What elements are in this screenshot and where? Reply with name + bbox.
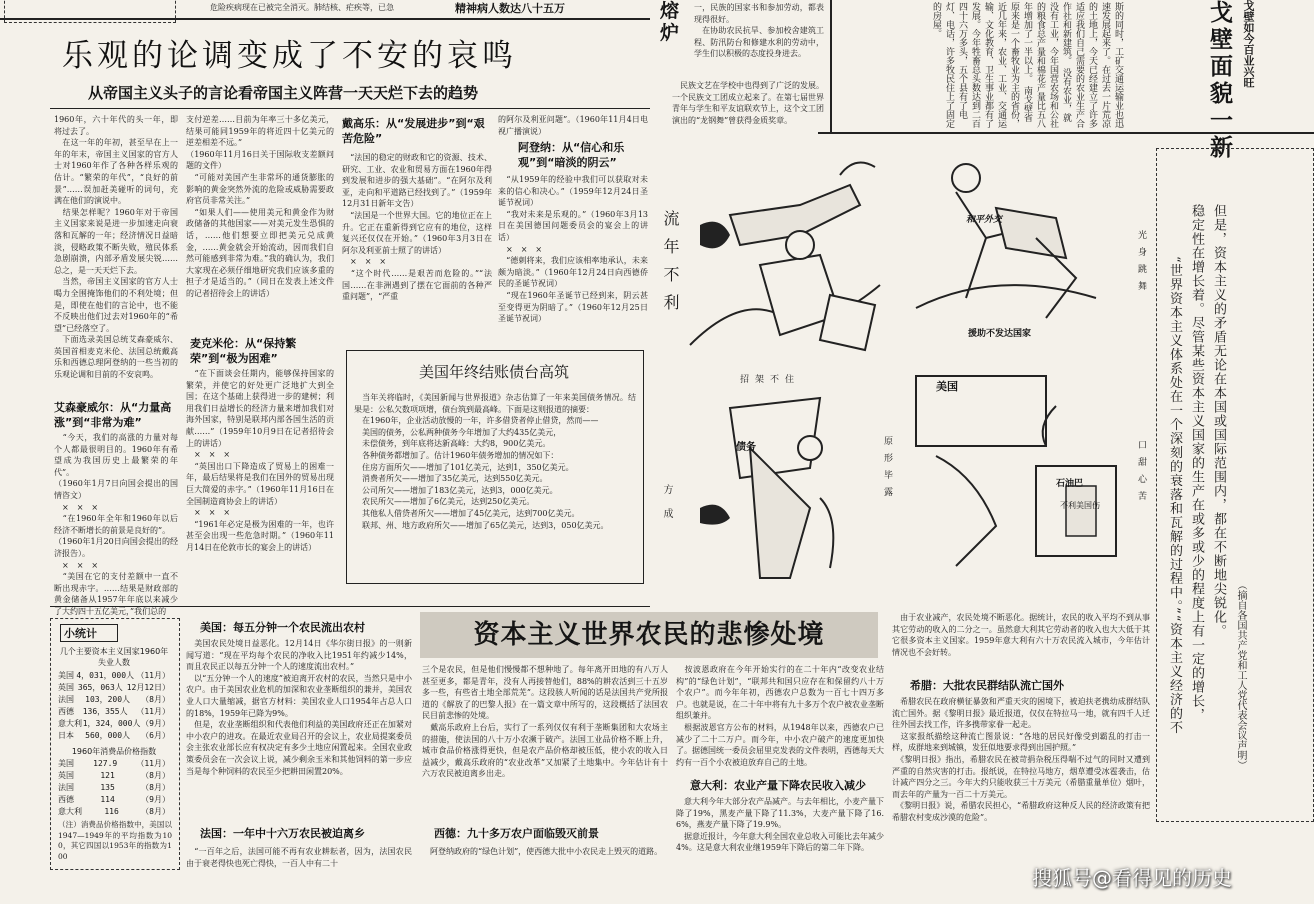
stats-unemployment-row [58,682,170,694]
us-debt-box-title: 美国年终结账债台高筑 [418,363,569,381]
stats-unemployment-table [58,670,170,742]
row-value: 1，324，000人 [82,719,141,728]
row-country: 西德 [58,707,74,716]
furnace-label: 熔炉 [660,0,680,44]
stats-price-row [58,794,170,806]
mongolia-title: 戈壁面貌一新 [1210,0,1233,161]
column-a-eisenhower-quotes: “今天，我们的高涨的力量对每个人都最很明目的。1960年有希望成为我国历史上最繁荣的年代”。 （1960年1月7日向国会提出的国情咨文） × × × “在1960年全年和1960年以后经济不断增长的前景是良好的”。 （1960年1月20日向国会提出的经济报告）。 × × × “美国在它的支付差额中一直不断出现赤字。……结果是财政部的黄金储备从1957年年底以来减少了大约四十五亿美元，”我们总的 [54,433,178,616]
row-country: 美国 [58,671,74,680]
row-month: （8月） [141,807,170,816]
column-c-degaulle-quotes: “法国的稳定的财政和它的资源、技术、研究、工业、农业和贸易方面在1960年得到发展和进步的强大基础”。“在阿尔及利亚，走向和平道路已经找到了。”（1959年12月31日新年文告） “法国是一个世界大国。它的地位正在上升。它正在重新得到它应有的地位，这样复兴还仅仅在开始。”（1960年3月3日在阿尔及利亚前士照了的讲话） × × × “这个时代……是艰苦而危险的。”“法国……在非洲遇到了摆在它面前的各种严重问题”，“严重 [342,153,492,302]
cartoon-sign-aid: 援助不发达国家 [968,329,1032,339]
column-b-heading-macmillan: 麦克米伦：从“保持繁荣”到“极为困难” [190,337,297,365]
row-month: （8月） [141,783,170,792]
row-country: 英国 [58,683,74,692]
furnace-text-2: 民族文艺在学校中也得到了广泛的发展。一个民族文工团成立起来了。在第七届世界青年与学生和平友谊联欢节上，这个文工团演出的“龙钢舞”曾获得金质奖章。 [672,81,824,125]
stats-unemployment-row [58,670,170,682]
farmer-italy-text: 意大利今年大部分农产品减产。与去年相比，小麦产量下降了19%，黑麦产量下降了11.3%，大麦产量下降了16.6%，燕麦产量下降了19.9%。 据意近报计，今年意大利全国农业总收入可能比去年减少4%。这是意大利农业继1959年下降后的第二年下降。 [676,797,884,853]
column-c-heading-degaulle: 戴高乐：从“发展进步”到“艰苦危险” [342,117,485,145]
row-value: 4，031，000人 [76,671,135,680]
page-subtitle: 从帝国主义头子的言论看帝国主义阵营一天天烂下去的趋势 [88,84,479,102]
cartoon-caption-cannot-hold: 招架不住 [740,375,801,385]
cartoon-caption-exposed: 原形毕露 [882,436,892,504]
stats-note: （注）消费品价格指数中，美国以1947—1949年的平均指数为100，其它四国以1953年的指数为100 [58,820,172,861]
stats-unemployment-row [58,718,170,730]
farmer-france-text: “一百年之后，法国可能不再有农业耕耘者，因为，法国农民由于衰老得快也死亡得快，一百人中有二十 [186,847,412,868]
lower-divider-left [50,606,650,607]
stats-unemployment-row [58,706,170,718]
stats-box-title: 小统计 [60,624,118,642]
row-country: 日本 [58,731,74,740]
mongolia-box-left-rule [830,0,832,134]
column-a-heading-eisenhower: 艾森豪威尔：从“力量高涨”到“非常为难” [54,401,172,429]
row-value: 365，063人 [77,683,123,692]
row-month: 12月12日） [126,683,170,692]
headline-divider [50,108,650,109]
watermark-text: 搜狐号@看得见的历史 [1032,866,1232,890]
top-strip-right-text: 精神病人数达八十五万 [455,2,565,15]
us-debt-box-text: 当年关将临时，《美国新闻与世界报道》杂志估算了一年来美国债务情况。结果是：公私欠数项项增，债台筑到最高峰。下面是这则报道的摘要： 在1960年，企业活动放慢的一年，许多借贷者停止借贷，然而—— 美国的债务，公私两种债务今年增加了大约435亿美元， 未偿债务，到年底将达新高峰：大约8，900亿美元。 各种债务都增加了。估计1960年债务增加的情况如下： 住房方面所欠——增加了101亿美元，达到1，350亿美元。 消费者所欠——增加了35亿美元，达到550亿美元。 公司所欠——增加了183亿美元，达到3，000亿美元。 农民所欠——增加了6亿美元，达到250亿美元。 其他私人借贷者所欠——增加了45亿美元，达到700亿美元。 联邦、州、地方政府所欠——增加了65亿美元，达到3，050亿美元。 [354,393,636,530]
column-d-adenauer-quotes: “从1959年的经验中我们可以获取对未来的信心和决心。”（1959年12月24日圣诞节祝词） “我对未来是乐观的。”（1960年3月13日在美国德国问题委员会的宴会上的讲话） × × × “德刺将来，我们应该相率地承认，未来颇为暗淡。”（1960年12月24日向西德侨民的圣诞节祝词） “现在1960年圣诞节已经到来，阴云甚至变得更为阴暗了。”（1960年12月25日圣诞节祝词） [498,175,648,324]
row-country: 法国 [58,783,74,792]
column-d-heading-adenauer: 阿登纳：从“信心和乐观”到“暗淡的阴云” [518,141,625,169]
row-value: 103，200人 [85,695,131,704]
farmer-greece-text: 希腊农民在政府横征暴敛和严重天灾的困境下，被迫扶老携幼成群结队流亡国外。据《黎明日报》最近报道，仅仅在特拉马一地，就有四千人迁往外国去找工作，许多携带家眷一起走。 这家报纸描绘这种流亡图景说：“各地的居民好像受到霸乱的打击一样，成群地来到城镇，发狂似地要求得到出国护照。” 《黎明日报》指出，希腊农民在被苛捐杂税压得喘不过气的同时又遭到严重的自然灾害的打击。报纸说，在特拉马地方，烟草遭受冰雹袭击，估计减产四分之三。今年大约只能收获三十万美元（希腊重量单位）烟叶，而去年的产量为一百二十万美元。 《黎明日报》说，希腊农民担心，“希腊政府这种反人民的经济政策有把希腊农村变成沙漠的危险”。 [892,697,1150,822]
row-country: 英国 [58,771,74,780]
farmer-heading-italy: 意大利：农业产量下降农民收入减少 [690,779,866,792]
cartoon-sign-debt: 债务 [736,442,756,453]
top-left-corner-box [4,0,176,23]
row-value: 114 [100,795,115,804]
row-value: 560，000人 [85,731,131,740]
stats-unemployment-title: 几个主要资本主义国家1960年失业人数 [59,647,169,667]
farmer-heading-france: 法国：一年中十六万农民被迫离乡 [200,827,365,840]
cartoon-sign-peace: 和平外交 [966,215,1003,225]
cartoon-left-scene [680,145,900,370]
row-month: （8月） [141,771,170,780]
farmer-france-continued: 三个是农民，但是他们慢慢都不想种地了。每年离开田地的有八万人甚至更多，都是青年，没有人再接替他们，88%的耕农活到三十五岁多一些，有些省土地全部荒芜”。这段骇人听闻的话是法国共产党所报道的《解放了的巴黎人报》在一篇文章中所写的，这段概括了法国农民目前悲惨的处境。 戴高乐政府上台后，实行了一系列仅仅有利于垄断集团和大农场主的措施，使法国的八十万小农濒于破产。法国工业品价格不断上升，城市食品价格涨得更快，但是农产品价格却被压低，使小农的收入日益减少，戴高乐政府的“农业改革”又加紧了土地集中。今年估计有十六万农民被迫离乡出走。 [422,665,668,779]
cartoon-box-text-1: 石油巴 [1056,479,1084,489]
column-a-intro: 1960年，六十年代的头一年，即将过去了。 在这一年的年初，甚至早在上一年的年末，帝国主义国家的官方人士对1960年作了各种各样乐观的估计。“繁荣的年代”，“良好的前景”……误加赶美碰听的词句，充满在他们的演说中。 结果怎样呢？1960年对于帝国主义国家来说是进一步加速走向衰落和瓦解的一年；经济情况日益暗淡，侵略政策不断失败，殖民体系急剧崩溃，内部矛盾发展尖锐……总之，是一天天烂下去。 当然，帝国主义国家的官方人士喝力全围掩饰他们的不利处境；但是，即使在他们的言论中，也不能不反映出他们过去对1960年的“希望”已经落空了。 下面选录美国总统艾森豪威尔、英国首相麦克米伦、法国总统戴高乐和西德总理阿登纳的一些当初的乐观论调和目前的不安哀鸣。 [54,115,178,380]
row-value: 135 [100,783,115,792]
row-value: 121 [100,771,115,780]
stats-price-row [58,758,170,770]
row-country: 法国 [58,695,74,704]
farmer-italy-continued: 由于农业减产，农民处境不断恶化。据统计，农民的收入平均不到从事其它劳动的收入的二分之一。虽然意大利其它劳动者的收入也大大低于其它很多资本主义国家。1959年意大利有六十万农民流入城市，今年估计情况也不会好转。 [892,613,1150,657]
farmer-west-germany-continued: 按波恩政府在今年开始实行的在二十年内“改变农业结构”的“绿色计划”，“联邦共和国只应存在和保留约八十万个农户”。而今年年初，西德农户总数为一百七十四万多户。也就是说，在二十年中将有九十多万个农户被农业垄断组织兼并。 根据波恩官方公布的材料，从1948年以来，西德农户已减少了二十二万户。而今年，中小农户破产的速度更加快了。据德国统一委员会屈里克发表的文件表明，西德每天大约有一百个小农被迫放弃自己的土地。 [676,665,884,767]
row-country: 意大利 [58,719,82,728]
column-b-text: 支付逆差……目前为年率三十多亿美元，结果可能同1959年的将近四十亿美元的逆差相差不远。” （1960年11月16日关于国际收支差额问题的文件） “可能对美国产生非常坏的通货膨胀的影响的黄金突然外流的危险或威胁需要政府官员非常关注。” “如果人们——使用美元和黄金作为财政储备的其他国家——对美元发生恐惧的话，……他们想要立即把美元兑成黄金，……黄金就会开始流动，因而我们自然可能感到非常为难。”我的确认为，我们大家现在必须仔细地研究我们应该多重的担子才是适当的。”（同日在发表上述文件的记者招待会上的讲话） [186,115,334,298]
farmer-heading-greece: 希腊：大批农民群结队流亡国外 [910,679,1064,692]
cartoon-bottom-drawing [690,388,880,588]
stats-price-row [58,806,170,818]
cartoon-left-drawing [680,145,900,370]
cartoon-box-text-2: 不利美国伤 [1060,501,1100,510]
stats-price-title: 1960年消费品价格指数 [71,747,157,756]
mongolia-box-bottom-rule [818,132,1314,134]
mongolia-article-vertical: 斯的同时，工矿交通运输业也迅速发展起来了。在过去一片荒凉的土地上，今天已经建立了许多适应我们自己需要的农业生产合作社和新建筑。 没有农业，就没有工业，今年国营农场和公社的粮食总产量和棉花产量比五八年增加了一半以上。 南戈壁省原来是一个畜牧业为主的省份，近几年来，农业、工业、交通运输、文化教育、卫生事业都有了发展。今年牲畜总头数达到二百四十六万多头，五个县有了电灯、电话，许多牧民住上了固定的房屋。 [931,2,1123,128]
quote-box-source: （摘自各国共产党和工人党代表会议声明） [1235,580,1246,770]
cartoon-credit-fangcheng: 方成 [661,484,672,532]
farmer-heading-west-germany: 西德：九十多万农户面临毁灭前景 [434,827,599,840]
farmer-heading-us: 美国：每五分钟一个农民流出农村 [200,621,365,634]
cartoon-bottom-scene [690,388,880,588]
row-month: （11月） [136,707,170,716]
cartoon-sign-usa: 美国 [936,380,958,393]
quote-box-text-1: 但是，资本主义的矛盾无论在本国或国际范围内，都在不断地尖锐化。 [1211,204,1226,638]
furnace-text-1: 一，民族的国家书和参加劳动，都表现得很好。 在协助农民抗旱、参加校舍建筑工程、防汛防台和修建水利的劳动中，学生们以积极的态度投身进去。 [694,3,824,59]
row-country: 意大利 [58,807,82,816]
top-strip-left-text: 危险疾病现在已被完全消灭。肺结核、疟疾等，已急 [210,3,394,12]
stats-unemployment-row [58,730,170,742]
stats-price-row [58,770,170,782]
column-d-text: 的阿尔及利亚问题”。（1960年11月4日电视广播演说） [498,115,648,136]
stats-unemployment-row [58,694,170,706]
row-month: （9月） [141,795,170,804]
column-b-macmillan-quotes: “在下面谈会任期内，能够保持国家的繁荣，并使它的好处更广泛地扩大到全国；在这个基础上获得进一步的建树；利用我们日益增长的经济力量来增加我们对海外国家，特别是联邦内部各国生活的贡献……”（1959年10月9日在记者招待会上的讲话） × × × “英国出口下降造成了贸易上的困难一年，最后结果将是我们在国外的贸易出现巨大简爱的赤字。”（1960年11月16日在全国制造商协会上的讲话） × × × “1961年必定是极为困难的一年，也许甚至会出现一些危急时期。”（1960年11月14日在伦敦市长的宴会上的讲话） [186,369,334,552]
row-value: 127.9 [93,759,118,768]
row-month: （9月） [141,719,170,728]
mongolia-side-title: 戈壁如今百业兴旺 [1242,0,1255,88]
row-value: 136，355人 [82,707,128,716]
stats-price-table [58,758,170,818]
farmer-article-title: 资本主义世界农民的悲惨处境 [473,620,825,650]
row-month: （11月） [136,671,170,680]
page-title: 乐观的论调变成了不安的哀鸣 [62,38,517,74]
row-value: 116 [104,807,119,816]
row-country: 西德 [58,795,74,804]
quote-box-text-2: 稳定性在增长着。尽管某些资本主义国家的生产在或多或少的程度上有一定的增长， [1189,204,1204,722]
stats-price-row [58,782,170,794]
cartoon-caption-bad-year: 流年不利 [661,210,680,322]
cartoon-caption-dancing: 光身跳舞 [1136,230,1146,298]
row-month: （8月） [141,695,170,704]
row-month: （6月） [141,731,170,740]
farmer-us-text: 美国农民处境日益恶化。12月14日《华尔街日报》的一则新闻写道：“现在平均每个农民的净收入比1951年约减少14%，而且农民正以每五分钟一个人的速度流出农村。” 以“五分钟一个人的速度”被迫离开农村的农民，当然只是中小农户。由于美国农业危机的加深和农业垄断组织的兼并，美国农业人口大量缩减，据官方材料：美国农业人口1954年占总人口的18%，1959年已降为9%。 但是，农业垄断组织和代表他们利益的美国政府还正在加紧对中小农户的进攻。在最近农业局召开的会议上，农业局提案委员会主张农业部长应有权决定有多少土地应闲置起来。全国农业政策委员会在一次会议上说，减少剩余玉米和其他饲料的第一步应当是每个种饲料的农民至少把耕田闲置20%。 [186,639,412,776]
row-country: 美国 [58,759,74,768]
cartoon-caption-sweet-mouth: 口甜心苦 [1136,440,1146,508]
row-month: （11月） [136,759,170,768]
quote-box-text-3: “世界资本主义体系处在一个深刻的衰落和瓦解的过程中。”“资本主义经济的不 [1167,256,1182,735]
farmer-west-germany-text: 阿登纳政府的“绿色计划”，使西德大批中小农民走上毁灭的道路。 [422,847,663,856]
